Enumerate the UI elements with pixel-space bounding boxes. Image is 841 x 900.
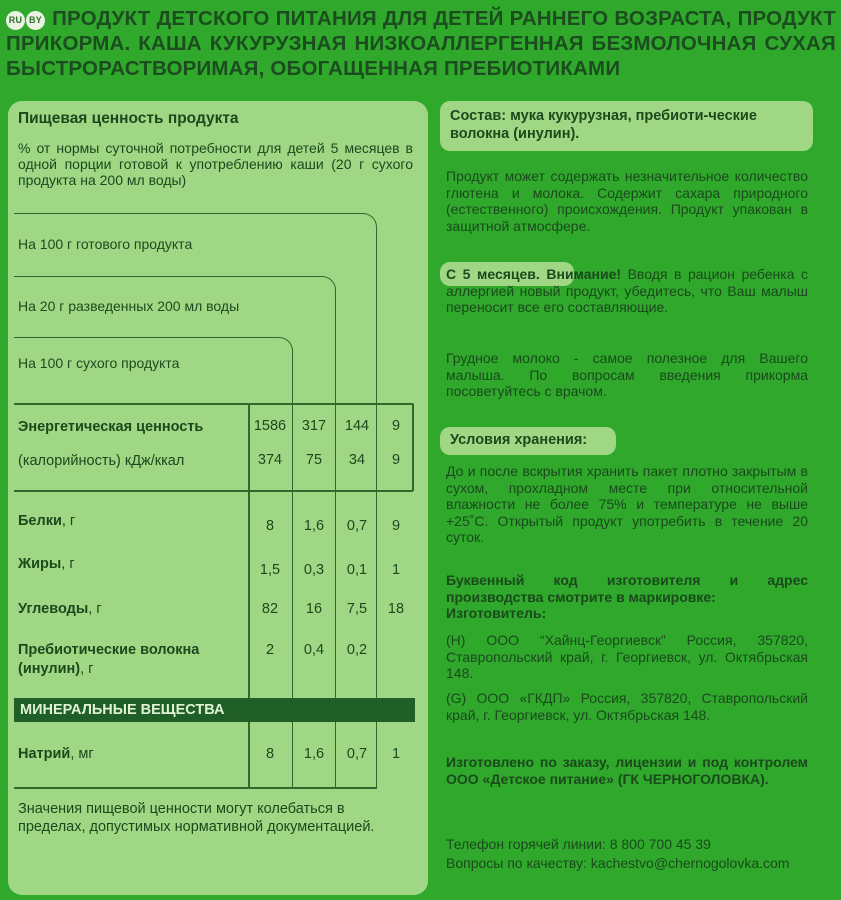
row-energy-label: Энергетическая ценность — [18, 419, 204, 435]
breast-milk-text: Грудное молоко - самое полезное для Вашего малыша. По вопросам введения прикорма посоветуйтесь с врачом. — [446, 350, 808, 399]
cell: 8 — [265, 746, 275, 762]
header-line — [14, 403, 250, 405]
cell: 8 — [265, 518, 275, 534]
product-title: ПРОДУКТ ДЕТСКОГО ПИТАНИЯ ДЛЯ ДЕТЕЙ РАННЕГО ВОЗРАСТА, ПРОДУКТ ПРИКОРМА. КАША КУКУРУЗНАЯ НИЗКОАЛЛЕРГЕННАЯ БЕЗМОЛОЧНАЯ СУХАЯ БЫСТРОРАСТВОРИМАЯ, ОБОГАЩЕННАЯ ПРЕБИОТИКАМИ — [6, 7, 836, 80]
cell: 16 — [305, 601, 323, 617]
cell: 34 — [348, 452, 366, 468]
cell: 0,7 — [346, 518, 368, 534]
storage-box — [440, 427, 616, 455]
warning-block — [446, 266, 808, 316]
cell: 1,5 — [259, 562, 281, 578]
composition-text: Состав: мука кукурузная, пребиоти-ческие волокна (инулин). — [450, 108, 757, 142]
cell: 0,7 — [346, 746, 368, 762]
col4-edge — [412, 403, 414, 491]
composition-box — [440, 101, 813, 151]
by-badge-icon: BY — [26, 11, 45, 30]
cell: 9 — [391, 518, 401, 534]
cell: 7,5 — [346, 601, 368, 617]
cell: 144 — [344, 418, 370, 434]
cell: 0,1 — [346, 562, 368, 578]
cell: 374 — [257, 452, 283, 468]
cell: 317 — [301, 418, 327, 434]
cell: 1 — [391, 562, 401, 578]
cell: 1586 — [253, 418, 287, 434]
quality-email: Вопросы по качеству: kachestvo@chernogolovka.com — [446, 855, 790, 871]
ru-badge-icon: RU — [6, 11, 25, 30]
row-calories-label: (калорийность) кДж/ккал — [18, 453, 185, 469]
warning-text: Вводя в рацион ребенка с аллергией новый продукт, убедитесь, что Ваш малыш переносит все его составляющие. — [446, 266, 809, 315]
cell: 1,6 — [303, 746, 325, 762]
row-protein-label: Белки, г — [18, 513, 76, 529]
product-header — [6, 6, 836, 81]
cell: 0,2 — [346, 642, 368, 658]
manufacturer-2: (G) ООО «ГКДП» Россия, 357820, Ставропольский край, г. Георгиевск, ул. Октябрьская 148. — [446, 690, 808, 723]
license-text: Изготовлено по заказу, лицензии и под контролем ООО «Детское питание» (ГК ЧЕРНОГОЛОВКА). — [446, 754, 808, 787]
cell: 75 — [305, 452, 323, 468]
manufacturer-1: (Н) ООО “Хайнц-Георгиевск” Россия, 357820, Ставропольский край, г. Георгиевск, ул. Октябрьская 148. — [446, 632, 808, 681]
basis-100g-ready: На 100 г готового продукта — [18, 236, 193, 252]
basis-20g: На 20 г разведенных 200 мл воды — [18, 298, 240, 314]
cell: 0,4 — [303, 642, 325, 658]
row-carbs-label: Углеводы, г — [18, 601, 102, 617]
storage-title: Условия хранения: — [450, 432, 588, 448]
cell: 9 — [391, 452, 401, 468]
cell: 2 — [265, 642, 275, 658]
row-prebiotic-label: Пребиотические волокна (инулин), г — [18, 642, 200, 677]
manufacturer-label: Изготовитель: — [446, 605, 547, 621]
warning-label: Внимание! — [546, 266, 622, 282]
row-sodium-label: Натрий, мг — [18, 746, 94, 762]
cols-top-line — [248, 403, 412, 405]
divider-sodium — [14, 787, 377, 789]
manufacturer-code: Буквенный код изготовителя и адрес производства смотрите в маркировке: Изготовитель: — [446, 572, 808, 621]
row-fat-label: Жиры, г — [18, 556, 75, 572]
nutrition-title: Пищевая ценность продукта — [18, 110, 239, 127]
cell: 1 — [391, 746, 401, 762]
nutrition-intro: % от нормы суточной потребности для детей 5 месяцев в одной порции готовой к употреблению каши (20 г сухого продукта на 200 мл воды) — [18, 140, 413, 188]
cell: 18 — [387, 601, 405, 617]
notice-text: Продукт может содержать незначительное количество глютена и молока. Содержит сахара природного (естественного) происхождения. Продукт упакован в защитной атмосфере. — [446, 168, 808, 234]
minerals-bar: МИНЕРАЛЬНЫЕ ВЕЩЕСТВА — [14, 698, 415, 722]
cell: 0,3 — [303, 562, 325, 578]
hotline-phone: Телефон горячей линии: 8 800 700 45 39 — [446, 836, 711, 852]
age-label: С 5 месяцев. — [446, 266, 540, 282]
cell: 82 — [261, 601, 279, 617]
cell: 9 — [391, 418, 401, 434]
basis-100g-dry: На 100 г сухого продукта — [18, 355, 180, 371]
cell: 1,6 — [303, 518, 325, 534]
col1-line — [248, 403, 250, 788]
divider-energy — [14, 490, 413, 492]
nutrition-footnote: Значения пищевой ценности могут колебаться в пределах, допустимых нормативной документацией. — [18, 801, 375, 835]
storage-text: До и после вскрытия хранить пакет плотно закрытым в сухом, прохладном месте при относительной влажности не более 75% и температуре не выше +25˚С. Открытый продукт употребить в течение 20 суток. — [446, 463, 808, 545]
